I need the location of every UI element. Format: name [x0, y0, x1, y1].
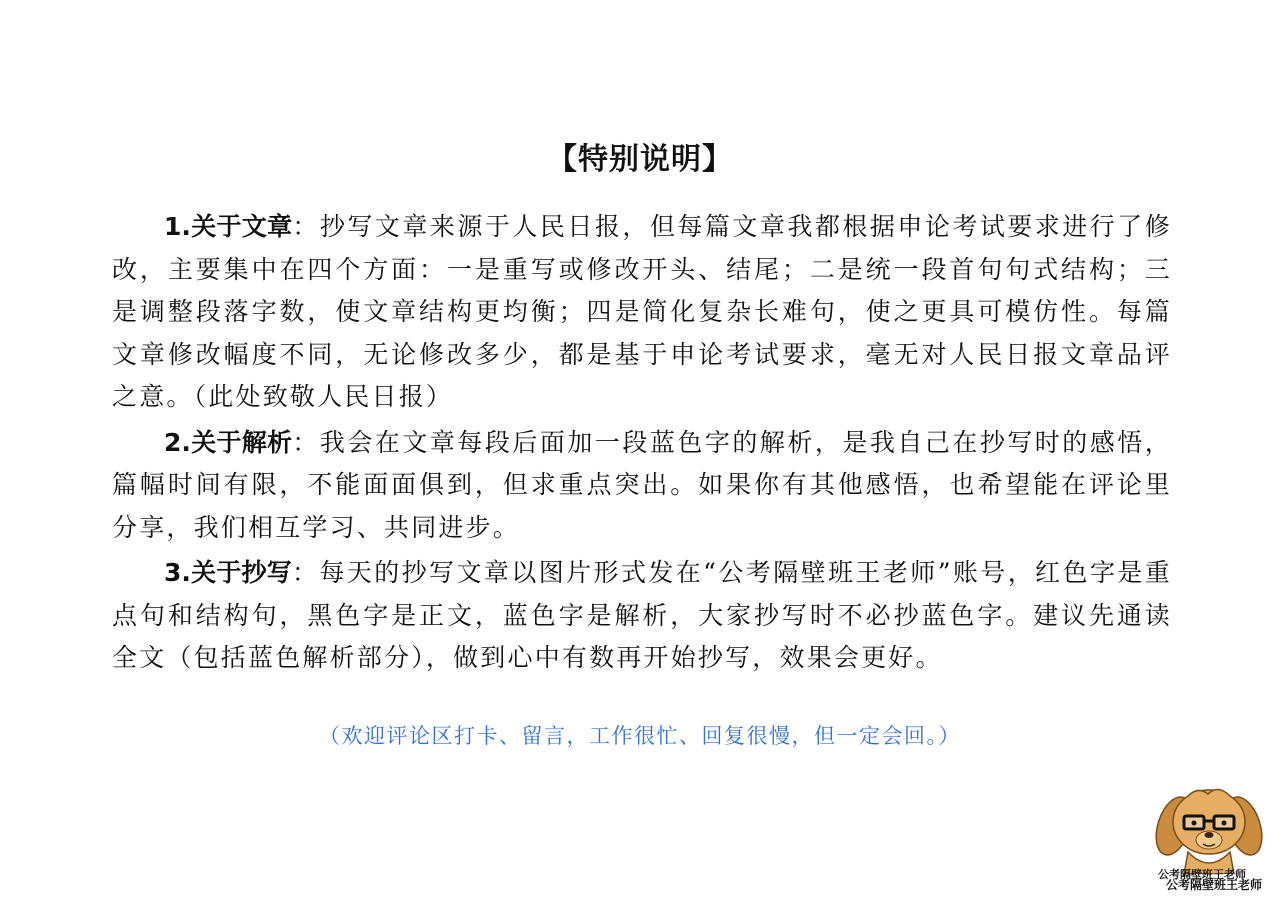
watermark-logo [1148, 782, 1268, 894]
paragraph-text: ：抄写文章来源于人民日报，但每篇文章我都根据申论考试要求进行了修改，主要集中在四个方面：一是重写或修改开头、结尾；二是统一段首句句式结构；三是调整段落字数，使文章结构更均衡；四是简化复杂长难句，使之更具可模仿性。每篇文章修改幅度不同，无论修改多少，都是基于申论考试要求，毫无对人民日报文章品评之意。（此处致敬人民日报） [112, 212, 1172, 411]
watermark-text-bottom: 公考隔壁班王老师 [1165, 878, 1262, 892]
paragraph-text: ：我会在文章每段后面加一段蓝色字的解析，是我自己在抄写时的感悟，篇幅时间有限，不能面面俱到，但求重点突出。如果你有其他感悟，也希望能在评论里分享，我们相互学习、共同进步。 [112, 427, 1172, 542]
dog-with-glasses-icon [1148, 782, 1268, 874]
document-body [112, 206, 1172, 683]
watermark-text-top: 公考隔壁班王老师 [1158, 868, 1246, 881]
paragraph-heading: 3.关于抄写 [164, 558, 292, 587]
paragraph-about-analysis [112, 422, 1172, 550]
paragraph-text: ：每天的抄写文章以图片形式发在“公考隔壁班王老师”账号，红色字是重点句和结构句，黑色字是正文，蓝色字是解析，大家抄写时不必抄蓝色字。建议先通读全文（包括蓝色解析部分），做到心中有数再开始抄写，效果会更好。 [112, 558, 1172, 672]
paragraph-heading: 1.关于文章 [164, 212, 293, 241]
paragraph-about-copying [112, 552, 1172, 680]
paragraph-heading: 2.关于解析 [164, 427, 293, 457]
footer-note: （欢迎评论区打卡、留言，工作很忙、回复很慢，但一定会回。） [319, 724, 961, 748]
paragraph-about-article [112, 206, 1172, 419]
page-title: 【特别说明】 [547, 142, 733, 177]
